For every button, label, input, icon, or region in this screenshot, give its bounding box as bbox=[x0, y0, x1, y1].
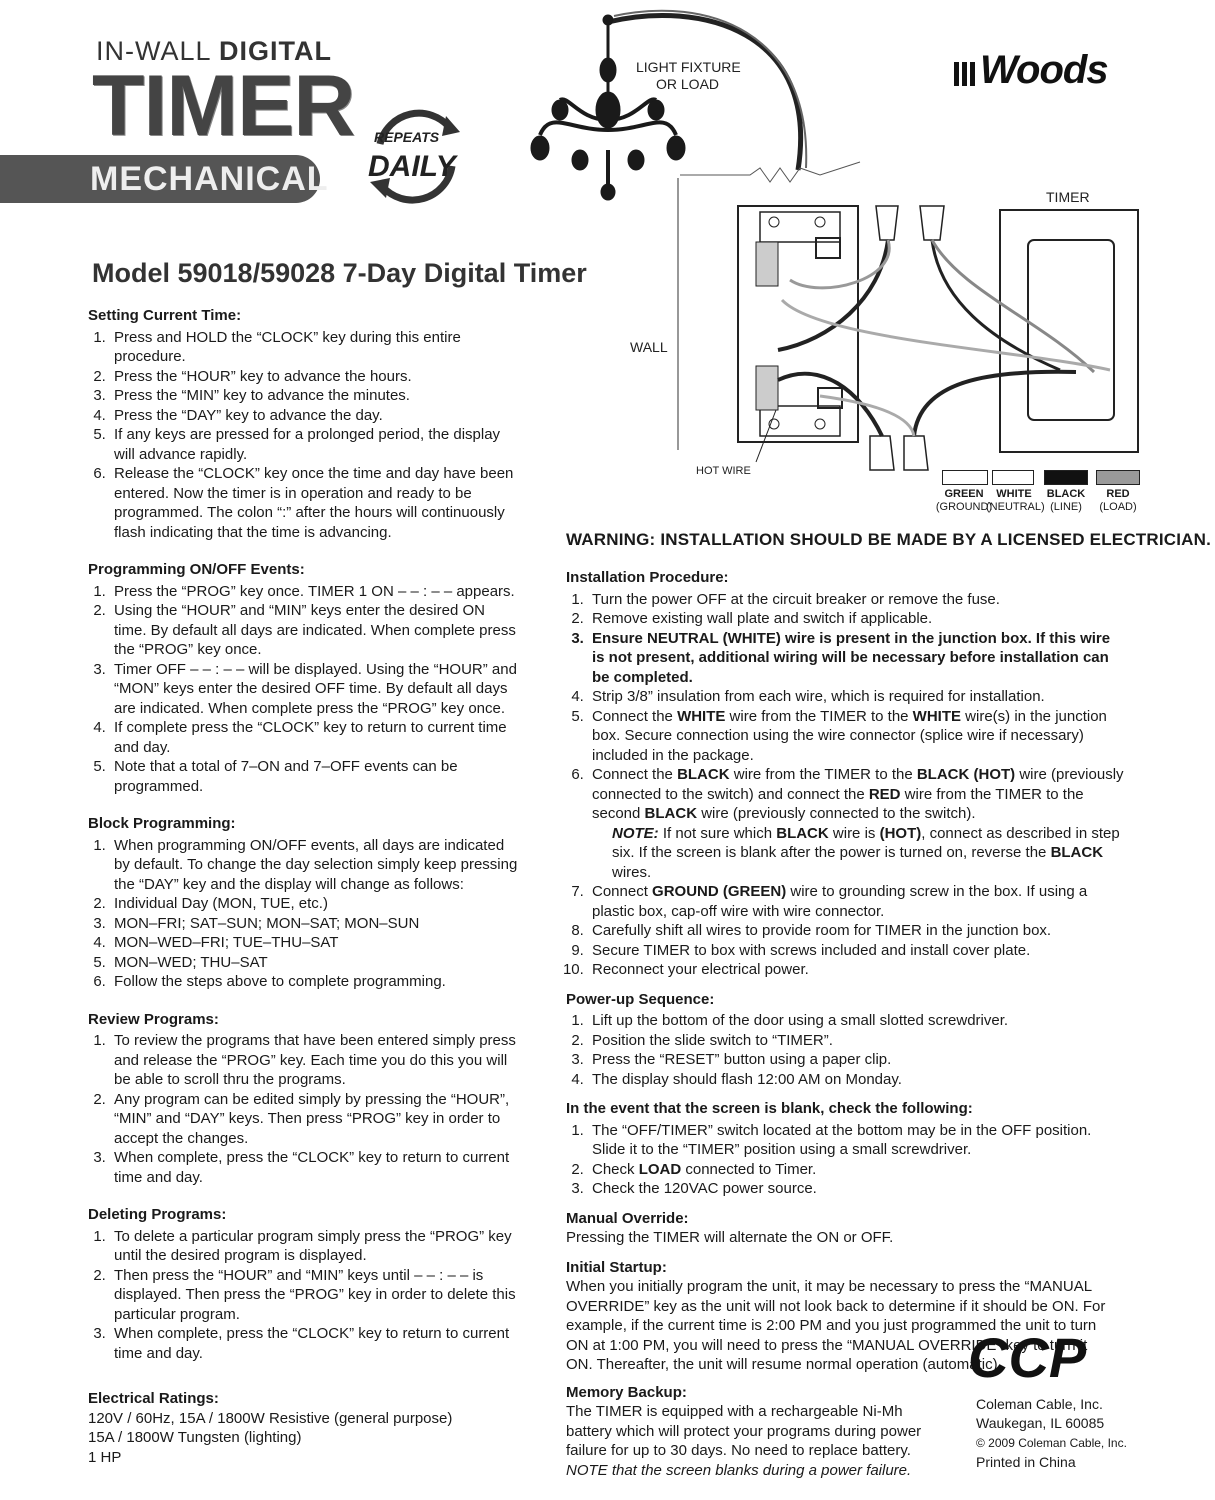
review-steps bbox=[88, 1031, 518, 1187]
setting-current-time-section bbox=[88, 306, 518, 542]
model-title: Model 59018/59028 7-Day Digital Timer bbox=[92, 258, 587, 288]
blank-steps bbox=[566, 1121, 1126, 1199]
company-address bbox=[976, 1395, 1127, 1472]
blank-screen-section bbox=[566, 1099, 1126, 1199]
powerup-step: 1. Lift up the bottom of the door using a small slotted screwdriver. bbox=[588, 1011, 1126, 1031]
installation-section bbox=[566, 568, 1126, 980]
header-subtitle-bold: DIGITAL bbox=[219, 36, 332, 66]
setting-step: 6. Release the “CLOCK” key once the time and day have been entered. Now the timer is in operation and ready to be programmed. The colon “:” after the hours will continuously flash indicating that the time is advancing. bbox=[110, 464, 518, 542]
programming-steps bbox=[88, 582, 518, 797]
install-step: 1. Turn the power OFF at the circuit breaker or remove the fuse. bbox=[588, 590, 1126, 610]
install-step: 7. Connect GROUND (GREEN) wire to grounding screw in the box. If using a plastic box, cap-off wire with wire connector. bbox=[588, 882, 1126, 921]
ratings-line: 120V / 60Hz, 15A / 1800W Resistive (general purpose) bbox=[88, 1409, 453, 1427]
printed-in: Printed in China bbox=[976, 1454, 1076, 1470]
legend-swatch-green bbox=[942, 470, 988, 485]
setting-step: 3. Press the “MIN” key to advance the minutes. bbox=[110, 386, 518, 406]
initial-title: Initial Startup: bbox=[566, 1258, 667, 1276]
deleting-steps bbox=[88, 1227, 518, 1364]
install-title: Installation Procedure: bbox=[566, 569, 729, 586]
setting-title: Setting Current Time: bbox=[88, 307, 242, 324]
powerup-steps bbox=[566, 1011, 1126, 1089]
ccp-logo: CCP bbox=[968, 1326, 1087, 1389]
setting-steps bbox=[88, 328, 518, 543]
programming-title: Programming ON/OFF Events: bbox=[88, 561, 305, 578]
blank-step: 1. The “OFF/TIMER” switch located at the bottom may be in the OFF position. Slide it to the “TIMER” position using a small screwdriver. bbox=[588, 1121, 1126, 1160]
timer-label: TIMER bbox=[1046, 189, 1090, 205]
legend-name-black: BLACK bbox=[1046, 488, 1086, 500]
ratings-title: Electrical Ratings: bbox=[88, 1390, 219, 1407]
legend-sub-black: (LINE) bbox=[1050, 501, 1082, 513]
powerup-step: 3. Press the “RESET” button using a paper clip. bbox=[588, 1050, 1126, 1070]
review-step: 3. When complete, press the “CLOCK” key to return to current time and day. bbox=[110, 1148, 518, 1187]
deleting-step: 2. Then press the “HOUR” and “MIN” keys until – – : – – is displayed. Then press the “PROG” key in order to delete this particular program. bbox=[110, 1266, 518, 1325]
legend-swatch-black bbox=[1044, 470, 1088, 485]
company-city: Waukegan, IL 60085 bbox=[976, 1415, 1105, 1431]
setting-step: 1. Press and HOLD the “CLOCK” key during this entire procedure. bbox=[110, 328, 518, 367]
legend-sub-white: (NEUTRAL) bbox=[986, 501, 1045, 513]
load-cable bbox=[608, 15, 801, 170]
legend-name-white: WHITE bbox=[996, 488, 1032, 500]
block-title: Block Programming: bbox=[88, 815, 236, 832]
ratings-line: 1 HP bbox=[88, 1448, 122, 1466]
legend-swatch-red bbox=[1096, 470, 1140, 485]
legend-sub-green: (GROUND) bbox=[935, 501, 993, 513]
manual-text: Pressing the TIMER will alternate the ON or OFF. bbox=[566, 1229, 894, 1246]
deleting-title: Deleting Programs: bbox=[88, 1206, 227, 1223]
memory-text: The TIMER is equipped with a rechargeable Ni-Mh battery which will protect your programs during power failure for up to 30 days. No need to replace battery. bbox=[566, 1403, 922, 1459]
power-up-section bbox=[566, 990, 1126, 1090]
left-column bbox=[88, 306, 518, 1467]
header-subtitle-light: IN-WALL bbox=[96, 36, 220, 66]
block-step: 5. MON–WED; THU–SAT bbox=[110, 953, 518, 973]
powerup-title: Power-up Sequence: bbox=[566, 990, 715, 1008]
blank-step: 3. Check the 120VAC power source. bbox=[588, 1179, 1126, 1199]
programming-step: 2. Using the “HOUR” and “MIN” keys enter the desired ON time. By default all days are indicated. When complete press the “PROG” key once. bbox=[110, 601, 518, 660]
block-programming-section bbox=[88, 814, 518, 992]
install-step: 3. Ensure NEUTRAL (WHITE) wire is present in the junction box. If this wire is not present, additional wiring will be necessary before installation can be completed. bbox=[588, 629, 1126, 688]
mechanical-label: MECHANICAL bbox=[90, 160, 329, 198]
block-step: 4. MON–WED–FRI; TUE–THU–SAT bbox=[110, 933, 518, 953]
setting-step: 4. Press the “DAY” key to advance the day. bbox=[110, 406, 518, 426]
blank-title: In the event that the screen is blank, check the following: bbox=[566, 1100, 973, 1117]
install-step: 6. Connect the BLACK wire from the TIMER to the BLACK (HOT) wire (previously connected to the switch) and connect the RED wire from the TIMER to the second BLACK wire (previously connected to the switch). NOTE: If not sure which BLACK wire is (HOT), connect as described in step six. If the screen is blank after the power is turned on, reverse the BLACK wires. bbox=[588, 765, 1126, 882]
review-title: Review Programs: bbox=[88, 1010, 219, 1028]
legend-name-red: RED bbox=[1106, 488, 1130, 500]
install-step: 9. Secure TIMER to box with screws included and install cover plate. bbox=[588, 941, 1126, 961]
or-load-label: OR LOAD bbox=[656, 76, 720, 92]
install-step: 10. Reconnect your electrical power. bbox=[588, 960, 1126, 980]
manual-override-section bbox=[566, 1209, 1126, 1248]
install-step: 8. Carefully shift all wires to provide room for TIMER in the junction box. bbox=[588, 921, 1126, 941]
deleting-programs-section bbox=[88, 1205, 518, 1363]
ratings-line: 15A / 1800W Tungsten (lighting) bbox=[88, 1429, 302, 1446]
legend-label-red bbox=[1094, 488, 1142, 514]
block-step: 2. Individual Day (MON, TUE, etc.) bbox=[110, 894, 518, 914]
warning-banner: WARNING: INSTALLATION SHOULD BE MADE BY A LICENSED ELECTRICIAN. bbox=[566, 530, 1212, 549]
legend-label-black bbox=[1042, 488, 1090, 514]
company-name: Coleman Cable, Inc. bbox=[976, 1396, 1103, 1412]
wiring-diagram bbox=[520, 0, 1160, 520]
initial-text: When you initially program the unit, it may be necessary to press the “MANUAL OVERRIDE” key as the unit will not look back to determine if it should be ON. For example, if the current time is 2:00 PM and you just programmed the unit to turn ON at 1:00 PM, you will need to press the “MANUAL OVERRIDE” key to turn it ON. Thereafter, the unit will resume normal operation (automatic). bbox=[566, 1278, 1106, 1373]
timer-device bbox=[1000, 210, 1138, 452]
badge-daily-text: DAILY bbox=[368, 150, 456, 183]
programming-section bbox=[88, 560, 518, 796]
deleting-step: 1. To delete a particular program simply press the “PROG” key until the desired program is displayed. bbox=[110, 1227, 518, 1266]
chandelier-icon bbox=[531, 15, 685, 200]
block-step: 6. Follow the steps above to complete programming. bbox=[110, 972, 518, 992]
install-step: 4. Strip 3/8” insulation from each wire, which is required for installation. bbox=[588, 687, 1126, 707]
light-fixture-label: LIGHT FIXTURE bbox=[636, 59, 741, 75]
legend-swatch-white bbox=[992, 470, 1034, 485]
install-steps bbox=[566, 590, 1126, 980]
programming-step: 5. Note that a total of 7–ON and 7–OFF events can be programmed. bbox=[110, 757, 518, 796]
block-steps bbox=[88, 836, 518, 992]
memory-note: NOTE that the screen blanks during a power failure. bbox=[566, 1461, 912, 1479]
wire-nuts-top bbox=[876, 206, 944, 240]
memory-title: Memory Backup: bbox=[566, 1383, 687, 1401]
manual-title: Manual Override: bbox=[566, 1209, 689, 1227]
programming-step: 4. If complete press the “CLOCK” key to return to current time and day. bbox=[110, 718, 518, 757]
block-step: 3. MON–FRI; SAT–SUN; MON–SAT; MON–SUN bbox=[110, 914, 518, 934]
electrical-ratings-section bbox=[88, 1389, 518, 1467]
programming-step: 3. Timer OFF – – : – – will be displayed. Using the “HOUR” and “MON” keys enter the desired OFF time. By default all days are indicated. When complete press the “PROG” key once. bbox=[110, 660, 518, 719]
block-step: 1. When programming ON/OFF events, all days are indicated by default. To change the day selection simply keep pressing the “DAY” key and the display will change as follows: bbox=[110, 836, 518, 895]
install-note: NOTE: If not sure which BLACK wire is (HOT), connect as described in step six. If the screen is blank after the power is turned on, reverse the BLACK wires. bbox=[612, 824, 1120, 881]
install-step: 5. Connect the WHITE wire from the TIMER to the WHITE wire(s) in the junction box. Secure connection using the wire connector (splice wire if necessary) included in the package. bbox=[588, 707, 1126, 766]
review-programs-section bbox=[88, 1010, 518, 1188]
wall-label: WALL bbox=[630, 339, 668, 355]
blank-step: 2. Check LOAD connected to Timer. bbox=[588, 1160, 1126, 1180]
ceiling-line bbox=[680, 162, 860, 182]
deleting-step: 3. When complete, press the “CLOCK” key to return to current time and day. bbox=[110, 1324, 518, 1363]
install-step: 2. Remove existing wall plate and switch if applicable. bbox=[588, 609, 1126, 629]
repeats-daily-badge bbox=[360, 104, 470, 208]
copyright: © 2009 Coleman Cable, Inc. bbox=[976, 1436, 1127, 1450]
legend-sub-red: (LOAD) bbox=[1099, 501, 1137, 513]
hot-wire-label: HOT WIRE bbox=[696, 465, 751, 477]
legend-label-white bbox=[986, 488, 1045, 514]
review-step: 1. To review the programs that have been entered simply press and release the “PROG” key. Each time you do this you will be able to scroll thru the programs. bbox=[110, 1031, 518, 1090]
powerup-step: 2. Position the slide switch to “TIMER”. bbox=[588, 1031, 1126, 1051]
memory-backup-section bbox=[566, 1383, 926, 1481]
woods-brand-name: Woods bbox=[980, 48, 1108, 92]
review-step: 2. Any program can be edited simply by pressing the “HOUR”, “MIN” and “DAY” keys. Then press “PROG” key in order to accept the changes. bbox=[110, 1090, 518, 1149]
powerup-step: 4. The display should flash 12:00 AM on Monday. bbox=[588, 1070, 1126, 1090]
legend-name-green: GREEN bbox=[944, 488, 984, 500]
setting-step: 5. If any keys are pressed for a prolonged period, the display will advance rapidly. bbox=[110, 425, 518, 464]
badge-repeats-text: REPEATS bbox=[374, 129, 440, 145]
setting-step: 2. Press the “HOUR” key to advance the hours. bbox=[110, 367, 518, 387]
wire-nuts-bottom bbox=[870, 436, 928, 470]
header-timer-word: TIMER bbox=[92, 58, 355, 154]
programming-step: 1. Press the “PROG” key once. TIMER 1 ON – – : – – appears. bbox=[110, 582, 518, 602]
